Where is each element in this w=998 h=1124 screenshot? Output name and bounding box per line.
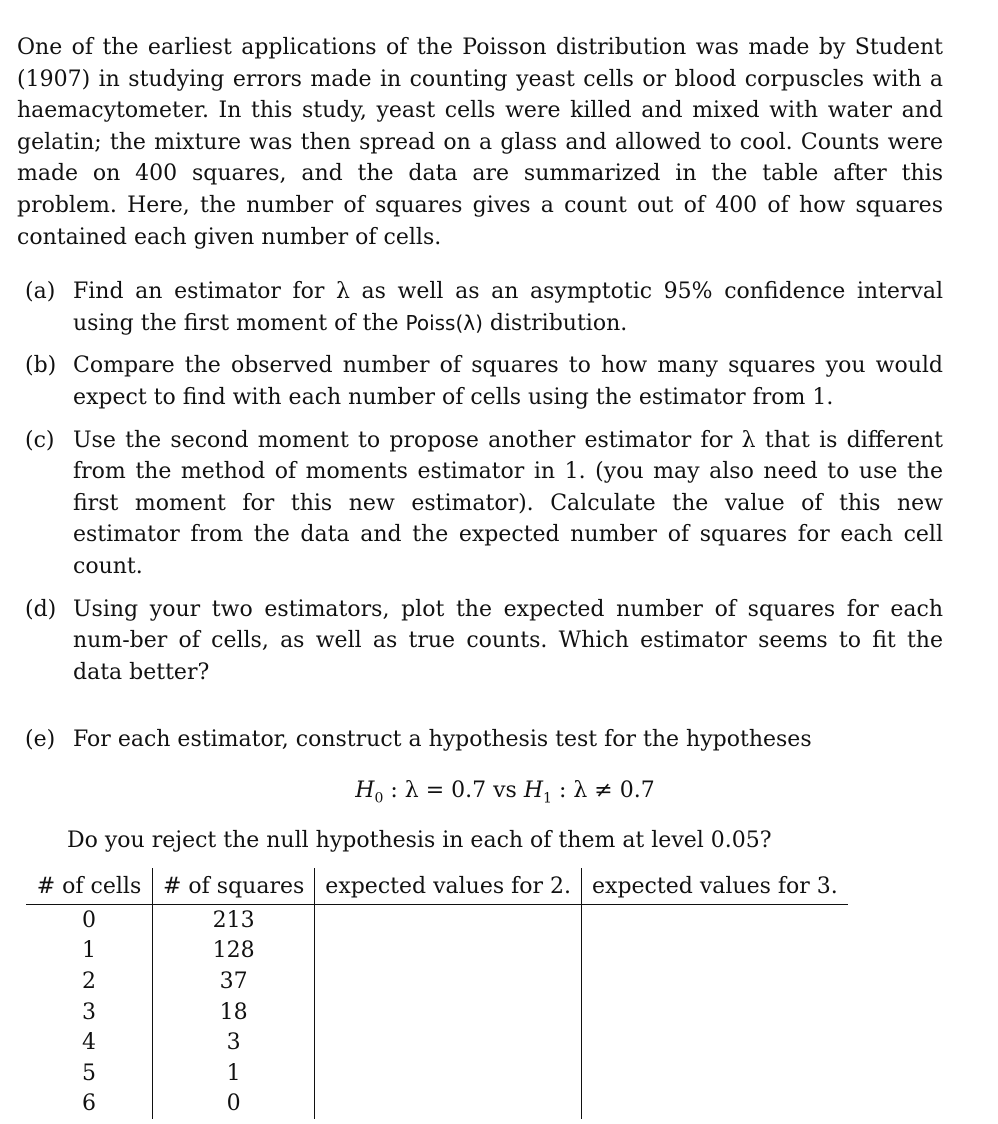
cell-count: 2 xyxy=(26,966,153,997)
part-b-text: Compare the observed number of squares to how many squares you would expect to find with each number of cells using the estimator from 1. xyxy=(73,353,943,410)
part-a-label: (a) xyxy=(25,279,56,305)
cell-count: 5 xyxy=(26,1058,153,1089)
table-row xyxy=(26,1058,848,1089)
cell-count: 0 xyxy=(26,905,153,936)
parts-list xyxy=(17,276,943,853)
problem-page xyxy=(17,32,943,853)
part-d xyxy=(17,594,943,689)
part-c xyxy=(17,425,943,583)
cell-count: 3 xyxy=(26,997,153,1028)
table-row xyxy=(26,905,848,936)
table-row xyxy=(26,997,848,1028)
expected-2-value xyxy=(315,936,582,967)
table-row xyxy=(26,1027,848,1058)
h0-symbol: H xyxy=(355,777,375,803)
part-a xyxy=(17,276,943,339)
h1-expression: : λ ≠ 0.7 xyxy=(551,777,655,803)
header-squares: # of squares xyxy=(153,868,315,905)
square-count: 18 xyxy=(153,997,315,1028)
data-table xyxy=(26,868,848,1119)
part-b xyxy=(17,350,943,413)
expected-3-value xyxy=(582,936,848,967)
part-c-label: (c) xyxy=(25,427,55,453)
h1-subscript: 1 xyxy=(543,790,552,807)
part-a-text-2: distribution. xyxy=(482,310,628,336)
part-e xyxy=(17,724,943,756)
table-row xyxy=(26,1089,848,1120)
expected-3-value xyxy=(582,1058,848,1089)
hypotheses-formula xyxy=(17,778,943,806)
expected-3-value xyxy=(582,966,848,997)
part-d-text: Using your two estimators, plot the expected number of squares for each num-ber of cells, as well as true counts. Which estimator seems to fit the data better? xyxy=(73,596,943,685)
part-e-text: For each estimator, construct a hypothesis test for the hypotheses xyxy=(73,727,812,753)
expected-2-value xyxy=(315,997,582,1028)
intro-paragraph: One of the earliest applications of the Poisson distribution was made by Student (1907) in studying errors made in counting yeast cells or blood corpuscles with a haemacytometer. In this study, yeast cells were killed and mixed with water and gelatin; the mixture was then spread on a glass and allowed to cool. Counts were made on 400 squares, and the data are summarized in the table after this problem. Here, the number of squares gives a count out of 400 of how squares contained each given number of cells. xyxy=(17,35,943,250)
expected-3-value xyxy=(582,1027,848,1058)
table-header-row xyxy=(26,868,848,905)
square-count: 1 xyxy=(153,1058,315,1089)
h1-symbol: H xyxy=(523,777,544,803)
cell-count: 1 xyxy=(26,936,153,967)
header-expected-2: expected values for 2. xyxy=(315,868,582,905)
expected-3-value xyxy=(582,997,848,1028)
part-b-label: (b) xyxy=(25,353,57,379)
header-expected-3: expected values for 3. xyxy=(582,868,848,905)
cell-count: 4 xyxy=(26,1027,153,1058)
header-cells: # of cells xyxy=(26,868,153,905)
part-c-text: Use the second moment to propose another estimator for λ that is different from the method of moments estimator in 1. (you may also need to use the first moment for this new estimator). Calculate the value of this new estimator from the data and the expected number of squares for each cell count. xyxy=(73,427,943,579)
square-count: 213 xyxy=(153,905,315,936)
square-count: 3 xyxy=(153,1027,315,1058)
part-e-question: Do you reject the null hypothesis in each of them at level 0.05? xyxy=(67,828,772,854)
table-row xyxy=(26,936,848,967)
expected-2-value xyxy=(315,1027,582,1058)
part-a-text-1: Find an estimator for λ as well as an asymptotic 95% confidence interval using the first moment of the xyxy=(73,279,943,336)
expected-2-value xyxy=(315,905,582,936)
table-row xyxy=(26,966,848,997)
part-e-label: (e) xyxy=(25,727,56,753)
expected-2-value xyxy=(315,1058,582,1089)
expected-3-value xyxy=(582,905,848,936)
square-count: 0 xyxy=(153,1089,315,1120)
cell-count: 6 xyxy=(26,1089,153,1120)
part-d-label: (d) xyxy=(25,596,57,622)
expected-3-value xyxy=(582,1089,848,1120)
h0-expression: : λ = 0.7 vs xyxy=(383,777,524,803)
h0-subscript: 0 xyxy=(374,790,384,807)
expected-2-value xyxy=(315,1089,582,1120)
square-count: 128 xyxy=(153,936,315,967)
square-count: 37 xyxy=(153,966,315,997)
expected-2-value xyxy=(315,966,582,997)
part-a-distribution: Poiss(λ) xyxy=(405,310,483,335)
